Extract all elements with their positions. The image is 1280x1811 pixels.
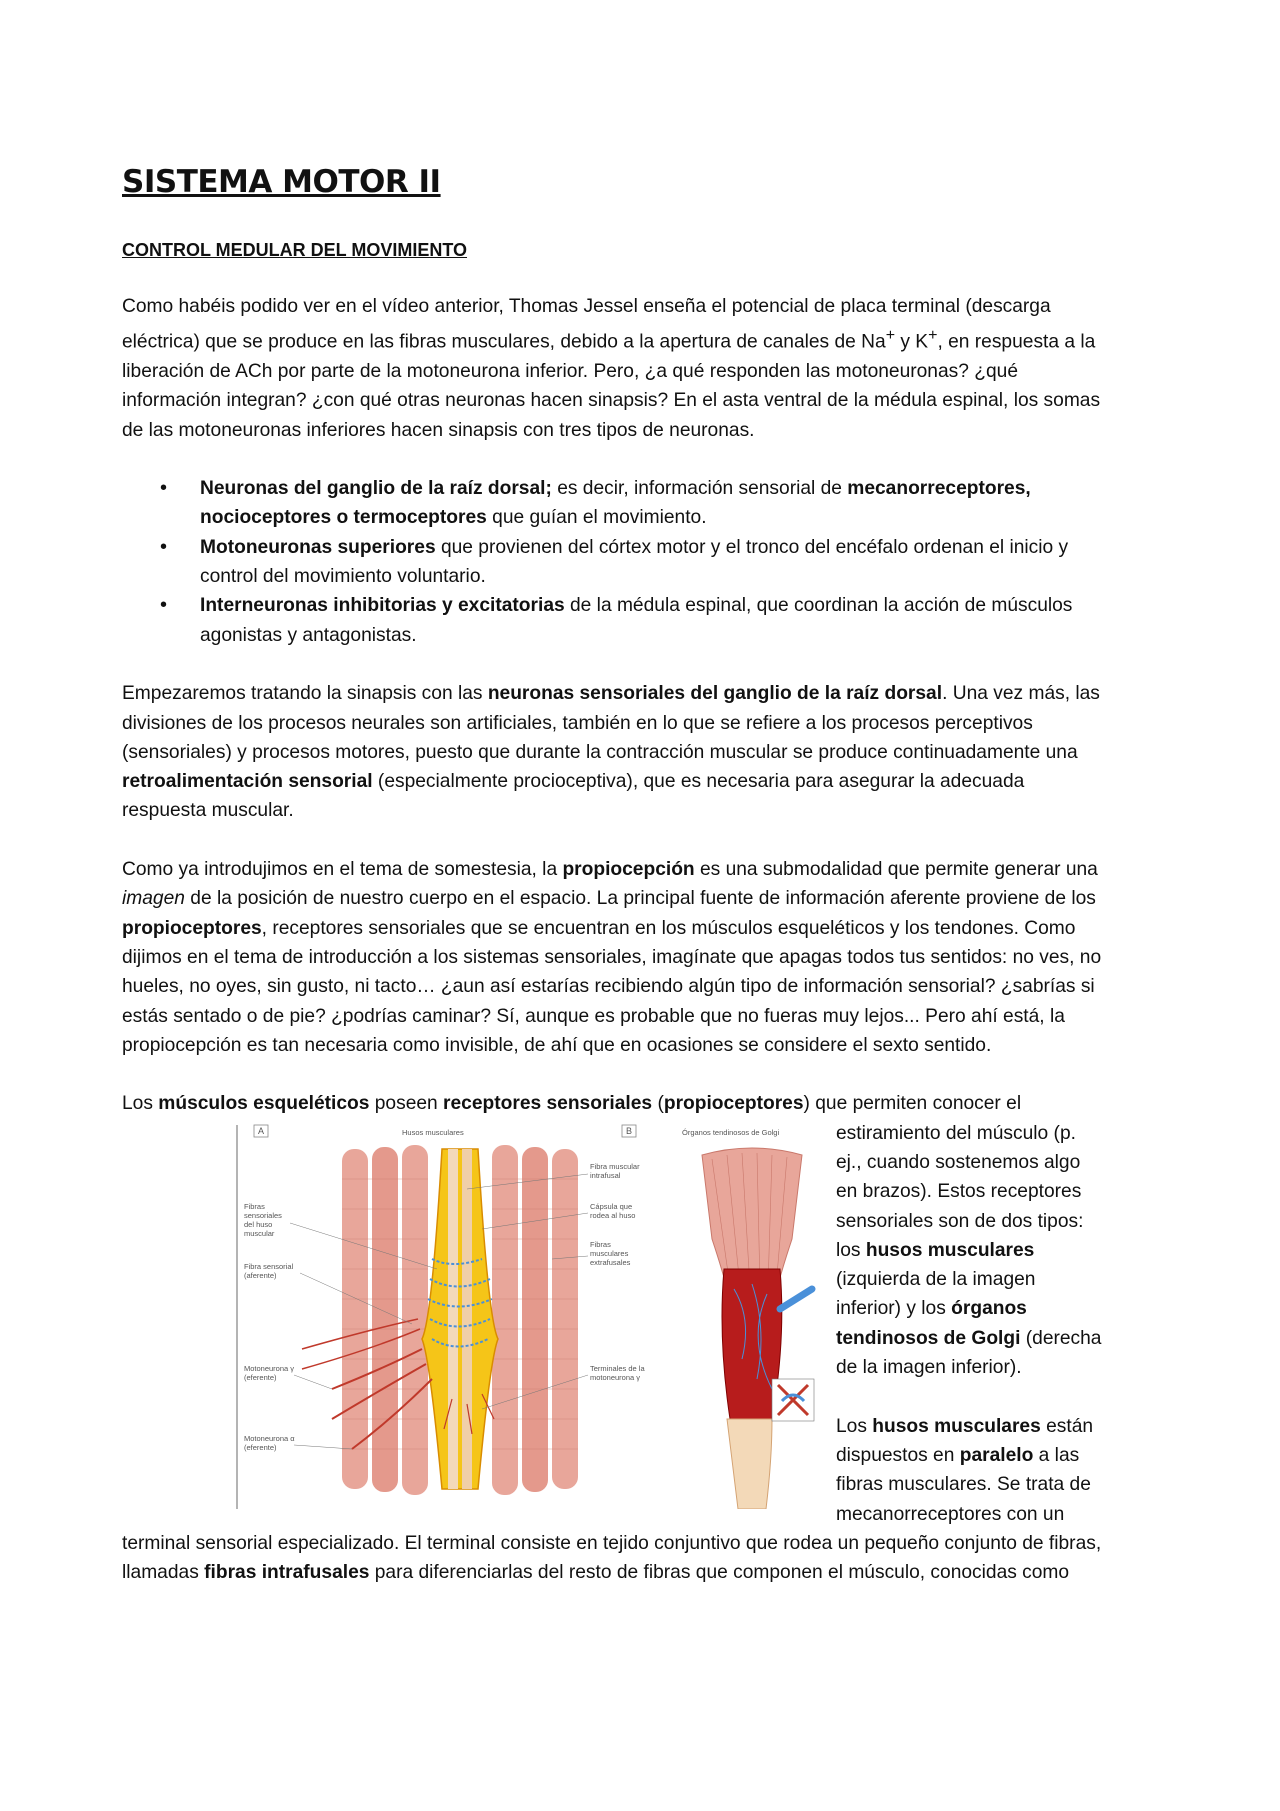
panel-b-label: B [626, 1125, 633, 1136]
svg-text:motoneurona γ: motoneurona γ [590, 1372, 641, 1382]
svg-text:sensoriales: sensoriales [244, 1210, 282, 1220]
list-item: • Neuronas del ganglio de la raíz dorsal; es decir, información sensorial de mecanorreceptores, nocioceptores o termoceptores que guían el movimiento. [122, 474, 1102, 533]
sensory-paragraph: Empezaremos tratando la sinapsis con las neuronas sensoriales del ganglio de la raíz dorsal. Una vez más, las divisiones de los procesos neurales son artificiales, también en lo que se refiere a los procesos perceptivos (sensoriales) y procesos motores, puesto que durante la contracción muscular se produce continuadamente una retroalimentación sensorial (especialmente procioceptiva), que es necesaria para asegurar la adecuada respuesta muscular. [122, 683, 1100, 822]
svg-text:musculares: musculares [590, 1248, 629, 1258]
svg-text:del huso: del huso [244, 1219, 273, 1229]
svg-text:Cápsula que: Cápsula que [590, 1201, 633, 1211]
svg-text:(eferente): (eferente) [244, 1372, 277, 1382]
list-item: • Motoneuronas superiores que provienen del córtex motor y el tronco del encéfalo ordenan el inicio y control del movimiento voluntario. [122, 533, 1102, 592]
document-page [122, 150, 1102, 1587]
svg-text:Motoneurona γ: Motoneurona γ [244, 1363, 295, 1373]
section-subtitle: CONTROL MEDULAR DEL MOVIMIENTO [122, 240, 468, 260]
panel-b-title: Órganos tendinosos de Golgi [682, 1127, 780, 1137]
svg-text:(eferente): (eferente) [244, 1442, 277, 1452]
proprioceptor-figure [182, 1119, 822, 1509]
list-item: • Interneuronas inhibitorias y excitatorias de la médula espinal, que coordinan la acción de músculos agonistas y antagonistas. [122, 591, 1102, 650]
golgi-tendon-organ [702, 1148, 814, 1509]
proprioceptor-illustration [182, 1119, 822, 1509]
receptor-types-paragraph: estiramiento del músculo (p. ej., cuando sostenemos algo en brazos). Estos receptores sensoriales son de dos tipos: los husos musculares (izquierda de la imagen inferior) y los órganos tendinosos de Golgi (derecha de la imagen inferior). [836, 1122, 1102, 1379]
proprioception-paragraph: Como ya introdujimos en el tema de somestesia, la propiocepción es una submodalidad que permite generar una imagen de la posición de nuestro cuerpo en el espacio. La principal fuente de información aferente proviene de los propioceptores, receptores sensoriales que se encuentran en los músculos esqueléticos y los tendones. Como dijimos en el tema de introducción a los sistemas sensoriales, imagínate que apagas todos tus sentidos: no ves, no hueles, no oyes, sin gusto, ni tacto… ¿aun así estarías recibiendo algún tipo de información sensorial? ¿sabrías si estás sentado o de pie? ¿podrías caminar? Sí, aunque es probable que no fueras muy lejos... Pero ahí está, la propiocepción es tan necesaria como invisible, de ahí que en ocasiones se considere el sexto sentido. [122, 859, 1102, 1056]
svg-text:extrafusales: extrafusales [590, 1257, 631, 1267]
panel-a-label: A [258, 1125, 265, 1136]
svg-text:(aferente): (aferente) [244, 1270, 277, 1280]
page-title: SISTEMA MOTOR II [122, 164, 441, 200]
muscle-spindle [302, 1149, 498, 1489]
svg-text:Fibra sensorial: Fibra sensorial [244, 1261, 294, 1271]
neuron-types-list [122, 474, 1102, 650]
svg-text:Fibras: Fibras [244, 1201, 265, 1211]
svg-text:muscular: muscular [244, 1228, 275, 1238]
svg-text:Motoneurona α: Motoneurona α [244, 1433, 295, 1443]
intro-paragraph: Como habéis podido ver en el vídeo anterior, Thomas Jessel enseña el potencial de placa terminal (descarga eléctrica) que se produce en las fibras musculares, debido a la apertura de canales de Na+ y K+, en respuesta a la liberación de ACh por parte de la motoneurona inferior. Pero, ¿a qué responden las motoneuronas? ¿qué información integran? ¿con qué otras neuronas hacen sinapsis? En el asta ventral de la médula espinal, los somas de las motoneuronas inferiores hacen sinapsis con tres tipos de neuronas. [122, 296, 1101, 441]
svg-text:Fibras: Fibras [590, 1239, 611, 1249]
muscles-paragraph-lead: Los músculos esqueléticos poseen receptores sensoriales (propioceptores) que permiten conocer el [122, 1093, 1022, 1115]
svg-text:Fibra muscular: Fibra muscular [590, 1161, 640, 1171]
svg-text:intrafusal: intrafusal [590, 1170, 621, 1180]
svg-text:Terminales de la: Terminales de la [590, 1363, 645, 1373]
panel-a-title: Husos musculares [402, 1127, 464, 1137]
svg-text:rodea al huso: rodea al huso [590, 1210, 636, 1220]
spindles-paragraph: Los husos musculares están dispuestos en paralelo a las fibras musculares. Se trata de mecanorreceptores con un terminal sensorial especializado. El terminal consiste en tejido conjuntivo que rodea un pequeño conjunto de fibras, llamadas fibras intrafusales para diferenciarlas del resto de fibras que componen el músculo, conocidas como [122, 1415, 1102, 1584]
